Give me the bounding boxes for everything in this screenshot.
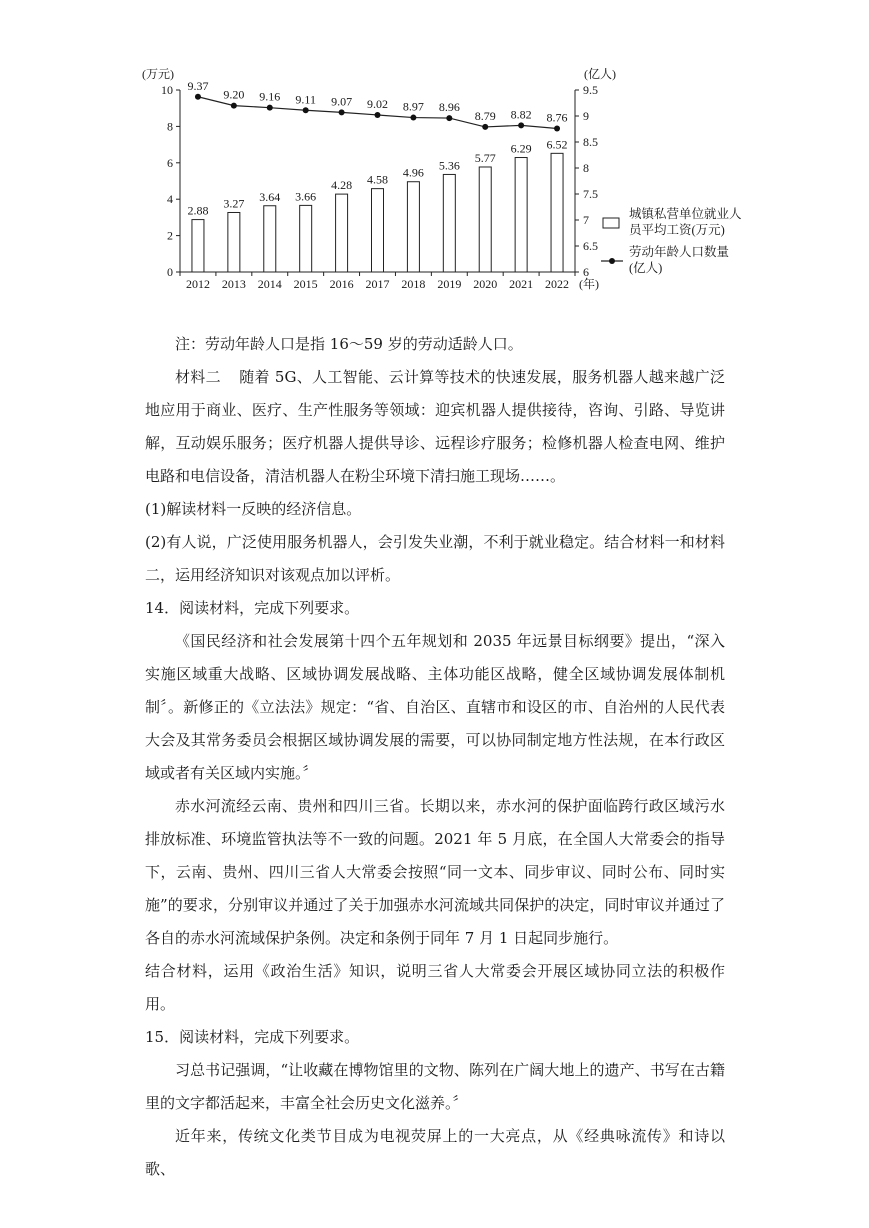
population-point-label: 8.96 (438, 100, 460, 115)
population-point (482, 124, 488, 130)
left-tick-label: 10 (161, 83, 173, 97)
population-point-label: 8.79 (474, 108, 496, 123)
legend-bar-label-line1: 城镇私营单位就业人 (629, 207, 742, 221)
question-15-paragraph-1: 习总书记强调，“让收藏在博物馆里的文物、陈列在广阔大地上的遗产、书写在古籍里的文字都活起来，丰富全社会历史文化滋养。〞 (145, 1061, 725, 1112)
question-13-1: (1)解读材料一反映的经济信息。 (145, 500, 362, 518)
question-15-heading: 15．阅读材料，完成下列要求。 (145, 1028, 360, 1046)
question-14-paragraph-2: 赤水河流经云南、贵州和四川三省。长期以来，赤水河的保护面临跨行政区域污水排放标准、环境监管执法等不一致的问题。2021 年 5 月底，在全国人大常委会的指导下，云南、贵州、四川三省人大常委会按照“同一文本、同步审议、同时公布、同时实施”的要求，分别审议并通过了关于加强赤水河流域共同保护的决定，同时审议并通过了各自的赤水河流域保护条例。决定和条例于同年 7 月 1 日起同步施行。 (145, 797, 725, 947)
right-tick-label: 7 (583, 213, 589, 227)
x-tick-label: 2012 (185, 277, 210, 291)
population-point (446, 115, 452, 121)
chart-note: 注：劳动年龄人口是指 16～59 岁的劳动适龄人口。 (175, 335, 523, 353)
wage-bar (407, 182, 419, 272)
population-point (267, 105, 273, 111)
population-point-label: 8.82 (510, 107, 532, 122)
population-point-label: 9.37 (187, 78, 209, 93)
wage-bar (336, 194, 348, 272)
right-tick-label: 6 (583, 265, 589, 279)
x-tick-label: 2015 (293, 277, 318, 291)
wage-bar-label: 4.58 (367, 172, 388, 187)
population-point (195, 94, 201, 100)
x-tick-label: 2016 (329, 277, 354, 291)
wage-bar-label: 5.77 (474, 150, 496, 165)
x-tick-label: 2018 (401, 277, 426, 291)
wage-bar-label: 3.64 (259, 189, 281, 204)
wage-bar (443, 174, 455, 272)
population-point (554, 125, 560, 131)
population-point-label: 9.02 (367, 96, 388, 111)
legend-bar-swatch (603, 218, 619, 228)
x-tick-label: 2020 (473, 277, 498, 291)
question-14-paragraph-1: 《国民经济和社会发展第十四个五年规划和 2035 年远景目标纲要》提出，“深入实施区域重大战略、区域协调发展战略、主体功能区战略，健全区域协调发展体制机制〞。新修正的《立法法》规定：“省、自治区、直辖市和设区的市、自治州的人民代表大会及其常务委员会根据区域协调发展的需要，可以协同制定地方性法规，在本行政区域或者有关区域内实施。〞 (145, 632, 725, 782)
legend-bar-label-line2: 员平均工资(万元) (629, 223, 725, 237)
population-point (518, 122, 524, 128)
right-tick-label: 9 (583, 109, 589, 123)
right-tick-label: 8 (583, 161, 589, 175)
document-body (145, 328, 725, 1186)
right-axis-unit: (亿人) (584, 67, 616, 81)
wage-bar-label: 3.66 (295, 189, 317, 204)
population-point (339, 109, 345, 115)
wage-bar (372, 189, 384, 272)
population-point-label: 8.97 (402, 99, 424, 114)
x-tick-label: 2014 (257, 277, 282, 291)
population-point (375, 112, 381, 118)
population-point-label: 9.11 (295, 92, 316, 107)
x-tick-label: 2021 (509, 277, 534, 291)
right-tick-label: 9.5 (583, 83, 598, 97)
population-point-label: 9.07 (331, 94, 353, 109)
left-tick-label: 0 (167, 265, 173, 279)
left-tick-label: 2 (167, 228, 173, 243)
wage-bar (264, 206, 276, 272)
material-two (145, 361, 725, 493)
x-tick-label: 2019 (437, 277, 462, 291)
question-15-paragraph-2: 近年来，传统文化类节目成为电视荧屏上的一大亮点，从《经典咏流传》和诗以歌、 (145, 1127, 725, 1178)
wage-bar (300, 205, 312, 272)
wage-bar (479, 167, 491, 272)
right-tick-label: 6.5 (583, 239, 598, 253)
wage-bar-label: 3.27 (223, 196, 245, 211)
left-tick-label: 6 (167, 155, 173, 170)
wage-bar-label: 6.29 (510, 141, 532, 156)
population-point-label: 8.76 (546, 110, 568, 125)
material-two-label: 材料二 (175, 368, 221, 386)
legend-line-marker (609, 258, 615, 264)
population-point-label: 9.16 (259, 89, 281, 104)
left-axis-unit: (万元) (142, 67, 174, 81)
population-point-label: 9.20 (223, 87, 245, 102)
legend-line-label-line2: (亿人) (629, 261, 663, 275)
wage-population-chart (130, 58, 770, 298)
wage-bar-label: 2.88 (187, 203, 209, 218)
question-13-2: (2)有人说，广泛使用服务机器人，会引发失业潮，不利于就业稳定。结合材料一和材料二，运用经济知识对该观点加以评析。 (145, 533, 725, 584)
wage-bar-label: 4.28 (331, 178, 353, 193)
question-14-heading: 14．阅读材料，完成下列要求。 (145, 599, 360, 617)
wage-bar (228, 212, 240, 272)
wage-bar-label: 5.36 (438, 158, 460, 173)
x-tick-label: 2022 (545, 277, 570, 291)
x-axis-unit: (年) (579, 277, 599, 291)
population-point (303, 107, 309, 113)
left-tick-label: 4 (167, 192, 173, 207)
right-tick-label: 7.5 (583, 187, 598, 201)
material-two-text: 随着 5G、人工智能、云计算等技术的快速发展，服务机器人越来越广泛地应用于商业、医疗、生产性服务等领域：迎宾机器人提供接待，咨询、引路、导览讲解，互动娱乐服务；医疗机器人提供导诊、远程诊疗服务；检修机器人检查电网、维护电路和电信设备，清洁机器人在粉尘环境下清扫施工现场……。 (145, 368, 725, 485)
left-tick-label: 8 (167, 119, 173, 134)
question-14-task: 结合材料，运用《政治生活》知识，说明三省人大常委会开展区域协同立法的积极作用。 (145, 962, 725, 1013)
legend-line-label-line1: 劳动年龄人口数量 (629, 245, 730, 259)
population-point (231, 103, 237, 109)
wage-bar-label: 6.52 (546, 137, 568, 152)
right-tick-label: 8.5 (583, 135, 598, 149)
x-tick-label: 2017 (365, 277, 390, 291)
wage-bar (192, 220, 204, 272)
wage-bar (551, 153, 563, 272)
wage-bar-label: 4.96 (402, 165, 424, 180)
x-tick-label: 2013 (221, 277, 246, 291)
chart-canvas (130, 58, 770, 298)
wage-bar (515, 158, 527, 272)
population-point (410, 115, 416, 121)
